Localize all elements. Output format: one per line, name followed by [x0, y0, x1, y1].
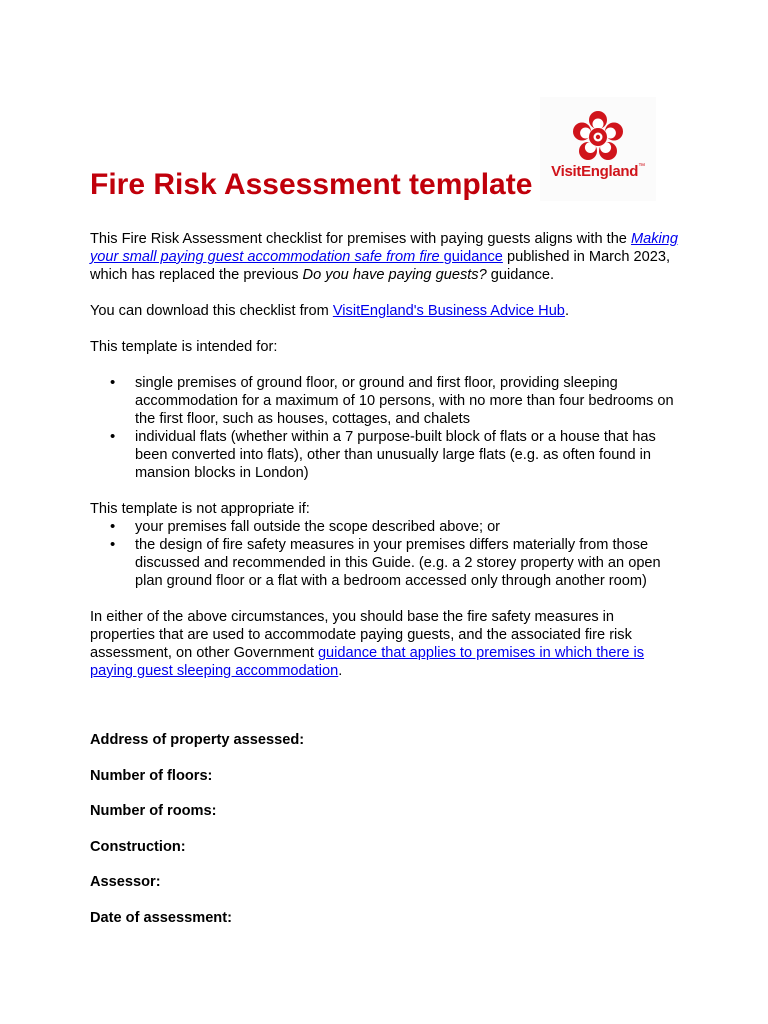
bullet-icon: • [110, 536, 116, 553]
list-item: • single premises of ground floor, or ground and first floor, providing sleeping accommodation for a maximum of 10 persons, with no more than four bedrooms on the first floor, such as houses, cottages, and chalets [110, 374, 674, 427]
business-advice-hub-link[interactable]: VisitEngland's Business Advice Hub [332, 303, 565, 319]
not-appropriate-heading: This template is not appropriate if: [90, 501, 310, 517]
tudor-rose-icon [555, 109, 641, 165]
intended-list [90, 374, 680, 482]
assessment-fields [90, 731, 680, 944]
circumstances-paragraph: In either of the above circumstances, you should base the fire safety measures in properties that are used to accommodate paying guests, and the associated fire risk assessment, on other Government guidance that applies to premises in which there is paying guest sleeping accommodation. [90, 609, 645, 679]
page-title: Fire Risk Assessment template [90, 168, 533, 201]
list-item: • the design of fire safety measures in your premises differs materially from those discussed and recommended in this Guide. (e.g. a 2 storey property with an open plan ground floor or a flat with a bedroom accessed only through another room) [110, 536, 661, 589]
guidance-link[interactable]: Making your small paying guest accommodation safe from fire guidance [90, 231, 679, 265]
visitengland-logo [540, 97, 656, 201]
government-guidance-link[interactable]: guidance that applies to premises in which there is paying guest sleeping accommodation [90, 645, 645, 679]
bullet-icon: • [110, 428, 116, 445]
bullet-icon: • [110, 374, 116, 391]
document-body [90, 230, 680, 698]
list-item: • individual flats (whether within a 7 purpose-built block of flats or a house that has been converted into flats), other than unusually large flats (e.g. as often found in mansion blocks in London) [110, 428, 656, 481]
field-date-label: Date of assessment: [90, 909, 232, 926]
bullet-icon: • [110, 518, 116, 535]
intro-paragraph: This Fire Risk Assessment checklist for premises with paying guests aligns with the Making your small paying guest accommodation safe from fire guidance published in March 2023, which has replaced the previous Do you have paying guests? guidance. [90, 231, 679, 283]
download-paragraph: You can download this checklist from VisitEngland's Business Advice Hub. [90, 303, 569, 319]
field-floors-label: Number of floors: [90, 767, 213, 784]
field-rooms-label: Number of rooms: [90, 803, 217, 819]
list-item: • your premises fall outside the scope described above; or [110, 518, 501, 535]
field-address-label: Address of property assessed: [90, 732, 305, 748]
not-appropriate-list [90, 518, 680, 590]
field-assessor-label: Assessor: [90, 874, 161, 890]
intended-heading: This template is intended for: [90, 339, 278, 355]
logo-wordmark: VisitEngland™ [551, 163, 645, 180]
field-construction-label: Construction: [90, 838, 186, 855]
